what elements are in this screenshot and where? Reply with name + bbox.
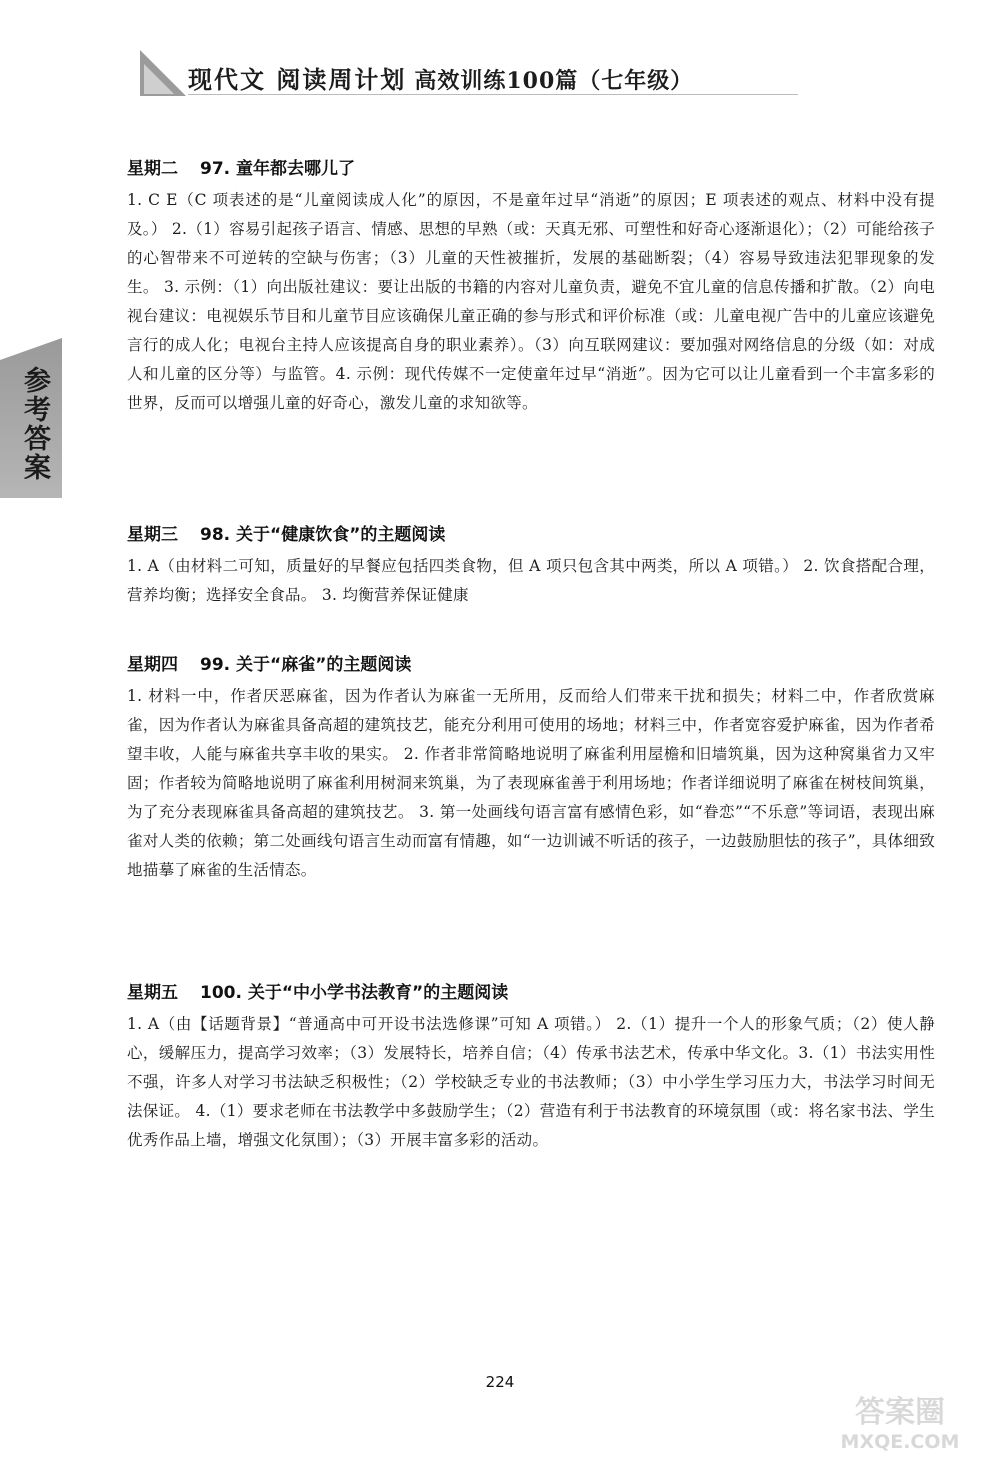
watermark-logo	[808, 1392, 993, 1452]
page-number: 224	[485, 1373, 515, 1391]
section-day: 星期五	[127, 983, 178, 1003]
section-title: 99. 关于“麻雀”的主题阅读	[200, 655, 412, 675]
section-heading	[127, 648, 935, 682]
side-tab-notch	[0, 338, 62, 360]
section-heading	[127, 518, 935, 552]
book-subtitle: 高效训练100篇（七年级）	[414, 68, 694, 94]
section-body: 1. A（由【话题背景】“普通高中可开设书法选修课”可知 A 项错。） 2.（1）提升一个人的形象气质；（2）使人静心，缓解压力，提高学习效率；（3）发展特长，培养自信；（4）传承书法艺术，传承中华文化。3.（1）书法实用性不强，许多人对学习书法缺乏积极性；（2）学校缺乏专业的书法教师；（3）中小学生学习压力大，书法学习时间无法保证。 4.（1）要求老师在书法教学中多鼓励学生；（2）营造有利于书法教育的环境氛围（或：将名家书法、学生优秀作品上墙，增强文化氛围）；（3）开展丰富多彩的活动。	[127, 1015, 935, 1149]
section-heading	[127, 976, 935, 1010]
section-day: 星期四	[127, 655, 178, 675]
book-title-main: 现代文 阅读周计划	[188, 66, 407, 94]
watermark-line2: MXQE.COM	[840, 1431, 960, 1452]
section-wednesday	[127, 518, 935, 610]
watermark-line1: 答案圈	[855, 1395, 945, 1430]
section-day: 星期二	[127, 159, 178, 179]
section-body: 1. C E（C 项表述的是“儿童阅读成人化”的原因，不是童年过早“消逝”的原因；E 项表述的观点、材料中没有提及。） 2.（1）容易引起孩子语言、情感、思想的早熟（或：天真无邪、可塑性和好奇心逐渐退化）；（2）可能给孩子的心智带来不可逆转的空缺与伤害；（3）儿童的天性被摧折，发展的基础断裂；（4）容易导致违法犯罪现象的发生。 3. 示例：（1）向出版社建议：要让出版的书籍的内容对儿童负责，避免不宜儿童的信息传播和扩散。（2）向电视台建议：电视娱乐节目和儿童节目应该确保儿童正确的参与形式和评价标准（或：儿童电视广告中的儿童应该避免言行的成人化；电视台主持人应该提高自身的职业素养）。（3）向互联网建议：要加强对网络信息的分级（如：对成人和儿童的区分等）与监管。4. 示例：现代传媒不一定使童年过早“消逝”。因为它可以让儿童看到一个丰富多彩的世界，反而可以增强儿童的好奇心，激发儿童的求知欲等。	[127, 191, 935, 412]
section-body: 1. 材料一中，作者厌恶麻雀，因为作者认为麻雀一无所用，反而给人们带来干扰和损失；材料二中，作者欣赏麻雀，因为作者认为麻雀具备高超的建筑技艺，能充分利用可使用的场地；材料三中，作者宽容爱护麻雀，因为作者希望丰收，人能与麻雀共享丰收的果实。 2. 作者非常简略地说明了麻雀利用屋檐和旧墙筑巢，因为这种窝巢省力又牢固；作者较为简略地说明了麻雀利用树洞来筑巢，为了表现麻雀善于利用场地；作者详细说明了麻雀在树枝间筑巢，为了充分表现麻雀具备高超的建筑技艺。 3. 第一处画线句语言富有感情色彩，如“眷恋”“不乐意”等词语，表现出麻雀对人类的依赖；第二处画线句语言生动而富有情趣，如“一边训诫不听话的孩子，一边鼓励胆怯的孩子”，具体细致地描摹了麻雀的生活情态。	[127, 687, 935, 879]
section-friday	[127, 976, 935, 1155]
page-header	[140, 44, 900, 100]
section-tuesday	[127, 152, 935, 418]
book-title	[188, 60, 693, 95]
header-rule	[188, 94, 798, 95]
section-title: 98. 关于“健康饮食”的主题阅读	[200, 525, 446, 545]
section-thursday	[127, 648, 935, 885]
section-title: 97. 童年都去哪儿了	[200, 159, 356, 179]
section-title: 100. 关于“中小学书法教育”的主题阅读	[200, 983, 509, 1003]
side-tab	[0, 338, 68, 498]
side-tab-label: 参考答案	[19, 366, 50, 482]
section-body: 1. A（由材料二可知，质量好的早餐应包括四类食物，但 A 项只包含其中两类，所以 A 项错。） 2. 饮食搭配合理，营养均衡；选择安全食品。 3. 均衡营养保证健康	[127, 557, 935, 604]
header-triangle-accent	[144, 64, 174, 94]
section-day: 星期三	[127, 525, 178, 545]
section-heading	[127, 152, 935, 186]
